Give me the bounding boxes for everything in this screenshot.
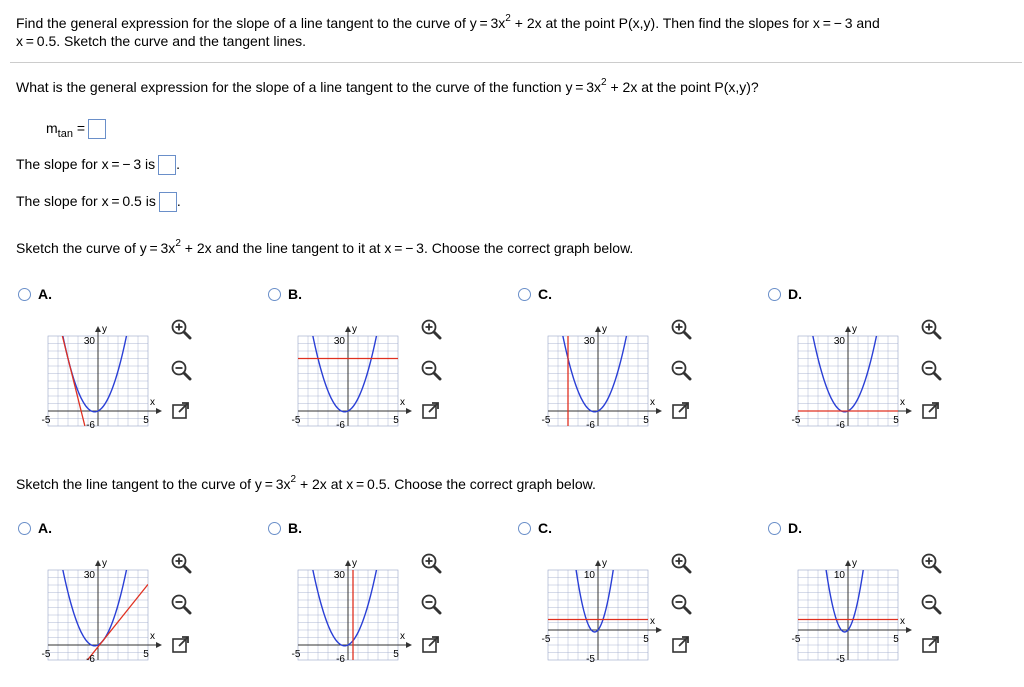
x-axis-arrow: [656, 627, 662, 633]
x-tick-label: -5: [791, 634, 801, 645]
y-axis-arrow: [95, 326, 101, 332]
y-axis-arrow: [595, 326, 601, 332]
exponent: 2: [601, 77, 607, 88]
y-tick-label: -6: [336, 654, 345, 665]
x-axis-label: x: [400, 631, 405, 642]
question-4: [16, 239, 633, 257]
popout-icon[interactable]: [920, 400, 942, 422]
zoom-out-icon[interactable]: [420, 359, 442, 381]
option-radio-b-set1[interactable]: [268, 288, 281, 301]
graph-6: [273, 540, 423, 670]
option-label: C.: [538, 286, 552, 302]
question-5-text-a: Sketch the line tangent to the curve of y = 3x: [16, 476, 291, 492]
x-tick-label: 5: [643, 634, 649, 645]
question-5: [16, 475, 596, 493]
zoom-in-icon[interactable]: [920, 318, 942, 340]
y-tick-label: -5: [586, 654, 595, 665]
x-axis-arrow: [156, 642, 162, 648]
problem-line-1b: + 2x at the point P(x,y). Then find the slopes for x = − 3 and: [510, 15, 880, 31]
question-3-label: The slope for x = 0.5 is: [16, 193, 156, 209]
graph-1: [23, 306, 173, 436]
option-radio-b-set2[interactable]: [268, 522, 281, 535]
x-axis-label: x: [900, 397, 905, 408]
x-tick-label: 5: [393, 649, 399, 660]
x-axis-label: x: [150, 397, 155, 408]
y-tick-label: 30: [83, 570, 95, 581]
equals-sign: =: [72, 120, 86, 136]
divider: [10, 62, 1022, 63]
graph-5: [23, 540, 173, 670]
y-axis-label: y: [352, 324, 357, 335]
period: .: [176, 193, 181, 209]
zoom-out-icon[interactable]: [670, 593, 692, 615]
graph-2: [273, 306, 423, 436]
y-tick-label: 30: [583, 336, 595, 347]
y-tick-label: 30: [833, 336, 845, 347]
y-tick-label: -5: [836, 654, 845, 665]
x-axis-label: x: [150, 631, 155, 642]
zoom-out-icon[interactable]: [670, 359, 692, 381]
option-radio-d-set2[interactable]: [768, 522, 781, 535]
y-axis-arrow: [95, 560, 101, 566]
mtan-m: m: [46, 120, 58, 136]
slope-at-neg3-answer-box[interactable]: [158, 155, 176, 175]
problem-line-2: x = 0.5. Sketch the curve and the tangent lines.: [16, 33, 307, 49]
y-axis-label: y: [852, 558, 857, 569]
y-tick-label: -6: [836, 420, 845, 431]
y-tick-label: -6: [86, 654, 95, 665]
x-axis-arrow: [656, 408, 662, 414]
x-tick-label: 5: [143, 649, 149, 660]
question-3: [16, 192, 181, 212]
zoom-out-icon[interactable]: [920, 593, 942, 615]
question-4-text-b: + 2x and the line tangent to it at x = − 3. Choose the correct graph below.: [180, 240, 634, 256]
popout-icon[interactable]: [920, 634, 942, 656]
question-1-text-b: + 2x at the point P(x,y)?: [606, 79, 759, 95]
mtan-answer-box[interactable]: [88, 119, 106, 139]
x-axis-arrow: [156, 408, 162, 414]
y-axis-arrow: [845, 326, 851, 332]
x-tick-label: -5: [541, 634, 551, 645]
option-label: D.: [788, 520, 802, 536]
graph-7: [523, 540, 673, 670]
option-radio-c-set2[interactable]: [518, 522, 531, 535]
zoom-in-icon[interactable]: [670, 552, 692, 574]
mtan-sub: tan: [57, 127, 73, 140]
popout-icon[interactable]: [170, 634, 192, 656]
zoom-out-icon[interactable]: [920, 359, 942, 381]
x-axis-arrow: [406, 642, 412, 648]
option-label: A.: [38, 520, 52, 536]
option-radio-c-set1[interactable]: [518, 288, 531, 301]
zoom-out-icon[interactable]: [170, 593, 192, 615]
popout-icon[interactable]: [170, 400, 192, 422]
option-label: D.: [788, 286, 802, 302]
y-tick-label: 30: [333, 570, 345, 581]
y-tick-label: 10: [833, 570, 845, 581]
popout-icon[interactable]: [670, 634, 692, 656]
exponent: 2: [505, 13, 511, 24]
y-axis-label: y: [102, 558, 107, 569]
y-tick-label: 30: [83, 336, 95, 347]
y-axis-label: y: [602, 324, 607, 335]
graph-3: [523, 306, 673, 436]
y-axis-label: y: [352, 558, 357, 569]
y-axis-label: y: [852, 324, 857, 335]
option-label: A.: [38, 286, 52, 302]
exponent: 2: [175, 238, 181, 249]
x-axis-arrow: [906, 627, 912, 633]
x-axis-label: x: [400, 397, 405, 408]
question-1-text-a: What is the general expression for the slope of a line tangent to the curve of the function y = 3x: [16, 79, 602, 95]
zoom-out-icon[interactable]: [170, 359, 192, 381]
y-axis-arrow: [845, 560, 851, 566]
zoom-in-icon[interactable]: [170, 318, 192, 340]
x-tick-label: -5: [791, 415, 801, 426]
y-tick-label: 10: [583, 570, 595, 581]
x-axis-label: x: [900, 616, 905, 627]
y-axis-label: y: [602, 558, 607, 569]
question-5-text-b: + 2x at x = 0.5. Choose the correct graph below.: [296, 476, 596, 492]
zoom-in-icon[interactable]: [920, 552, 942, 574]
popout-icon[interactable]: [670, 400, 692, 422]
x-tick-label: -5: [541, 415, 551, 426]
x-tick-label: 5: [643, 415, 649, 426]
popout-icon[interactable]: [420, 634, 442, 656]
y-axis-arrow: [345, 560, 351, 566]
y-tick-label: -6: [86, 420, 95, 431]
option-radio-a-set2[interactable]: [18, 522, 31, 535]
option-radio-d-set1[interactable]: [768, 288, 781, 301]
y-tick-label: 30: [333, 336, 345, 347]
problem-line-1a: Find the general expression for the slope of a line tangent to the curve of y = 3x: [16, 15, 506, 31]
graph-8: [773, 540, 923, 670]
x-tick-label: -5: [41, 649, 51, 660]
x-tick-label: 5: [893, 634, 899, 645]
option-label: B.: [288, 520, 302, 536]
y-axis-arrow: [595, 560, 601, 566]
x-tick-label: 5: [143, 415, 149, 426]
question-2-label: The slope for x = − 3 is: [16, 156, 156, 172]
y-tick-label: -6: [586, 420, 595, 431]
x-axis-arrow: [406, 408, 412, 414]
y-axis-arrow: [345, 326, 351, 332]
mtan-row: [46, 119, 106, 143]
exponent: 2: [290, 474, 297, 485]
period: .: [176, 156, 181, 172]
x-axis-label: x: [650, 397, 655, 408]
x-tick-label: -5: [291, 649, 301, 660]
x-axis-arrow: [906, 408, 912, 414]
zoom-out-icon[interactable]: [420, 593, 442, 615]
problem-statement: [16, 14, 880, 50]
zoom-in-icon[interactable]: [670, 318, 692, 340]
slope-at-0.5-answer-box[interactable]: [159, 192, 177, 212]
popout-icon[interactable]: [420, 400, 442, 422]
x-axis-label: x: [650, 616, 655, 627]
x-tick-label: -5: [291, 415, 301, 426]
zoom-in-icon[interactable]: [170, 552, 192, 574]
x-tick-label: 5: [393, 415, 399, 426]
option-label: C.: [538, 520, 552, 536]
question-1: [16, 78, 759, 96]
zoom-in-icon[interactable]: [420, 552, 442, 574]
option-label: B.: [288, 286, 302, 302]
question-2: [16, 155, 180, 175]
option-radio-a-set1[interactable]: [18, 288, 31, 301]
x-tick-label: -5: [41, 415, 51, 426]
y-tick-label: -6: [336, 420, 345, 431]
x-tick-label: 5: [893, 415, 899, 426]
y-axis-label: y: [102, 324, 107, 335]
zoom-in-icon[interactable]: [420, 318, 442, 340]
graph-4: [773, 306, 923, 436]
question-4-text-a: Sketch the curve of y = 3x: [16, 240, 176, 256]
